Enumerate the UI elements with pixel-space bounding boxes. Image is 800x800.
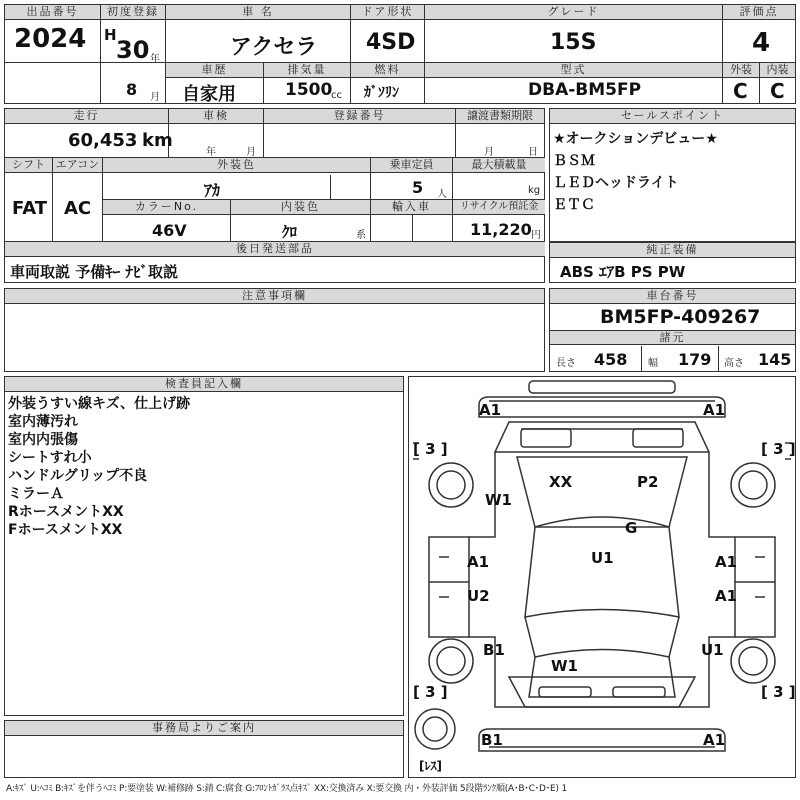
ext-color: ｱｶ bbox=[204, 181, 221, 200]
door-type: 4SD bbox=[366, 30, 416, 55]
score: 4 bbox=[752, 28, 771, 58]
length-label: 長さ bbox=[556, 358, 576, 369]
inspector-note: RホースメントXX bbox=[8, 504, 124, 520]
color-label: 外装色 bbox=[103, 158, 370, 173]
inspector-note: 外装うすい線キズ、仕上げ跡 bbox=[8, 396, 191, 412]
legend: A:ｷｽﾞ U:ﾍｺﾐ B:ｷｽﾞを伴うﾍｺﾐ P:要塗装 W:補修跡 S:錆 C:腐食 G:ﾌﾛﾝﾄｶﾞﾗｽ点ｷｽﾞ XX:交換済み X:要交換 内・外装評価 5段階ﾗﾝｸ順(A･B･C･D･E) 1 bbox=[6, 784, 567, 794]
color-number: 46V bbox=[152, 221, 187, 240]
inspection-month-unit: 月 bbox=[246, 147, 256, 158]
sales-point-item: ＥＴＣ bbox=[553, 197, 595, 213]
colorno-label: カラーNo. bbox=[103, 200, 230, 215]
equipment: ABS ｴｱB PS PW bbox=[560, 263, 686, 281]
model-code: DBA-BM5FP bbox=[528, 80, 642, 100]
damage-mark-w1-center: W1 bbox=[551, 657, 578, 675]
height-label: 高さ bbox=[724, 358, 744, 369]
damage-mark-u2-left: U2 bbox=[467, 587, 490, 605]
bracket-front-left: [ 3 ] bbox=[413, 440, 448, 458]
inspection-year-unit: 年 bbox=[206, 147, 216, 158]
score-label: 評価点 bbox=[723, 5, 795, 20]
plate-label: 登録番号 bbox=[264, 109, 455, 124]
shift-label: シフト bbox=[5, 158, 52, 173]
int-color: ｸﾛ bbox=[282, 223, 298, 241]
car-body-diagram bbox=[409, 377, 795, 777]
inspection-label: 車検 bbox=[169, 109, 263, 124]
seats-label: 乗車定員 bbox=[371, 158, 452, 173]
ext-grade: C bbox=[733, 79, 748, 103]
fuel-label: 燃料 bbox=[351, 63, 424, 78]
specs-label: 諸元 bbox=[550, 330, 795, 345]
transfer-day-unit: 日 bbox=[528, 147, 538, 158]
inspector-note: 室内薄汚れ bbox=[8, 414, 78, 430]
sales-point-item: ＢＳＭ bbox=[553, 153, 595, 169]
fuel: ｶﾞｿﾘﾝ bbox=[364, 85, 399, 101]
office-label: 事務局よりご案内 bbox=[5, 721, 403, 736]
damage-diagram-panel bbox=[408, 376, 796, 778]
load-label: 最大積載量 bbox=[453, 158, 545, 173]
height: 145 bbox=[758, 350, 792, 369]
shift: FAT bbox=[12, 198, 48, 219]
mileage-unit: km bbox=[142, 130, 173, 151]
recycle-fee: 11,220 bbox=[470, 220, 532, 239]
damage-mark-p2: P2 bbox=[637, 473, 659, 491]
inspector-note: ミラーＡ bbox=[8, 486, 64, 502]
ext-grade-label: 外装 bbox=[723, 63, 759, 78]
model-label: 型式 bbox=[425, 63, 722, 78]
car-name-label: 車 名 bbox=[166, 5, 350, 20]
history: 自家用 bbox=[182, 84, 236, 105]
caution-label: 注意事項欄 bbox=[5, 289, 544, 304]
ac-label: エアコン bbox=[53, 158, 102, 173]
month-unit: 月 bbox=[150, 92, 160, 103]
door-label: ドア形状 bbox=[351, 5, 424, 20]
reg-month: 8 bbox=[126, 80, 138, 99]
era: H bbox=[104, 26, 117, 44]
ac: AC bbox=[64, 198, 92, 219]
damage-mark-a1-mid-right: A1 bbox=[715, 553, 738, 571]
inspector-label: 検査員記入欄 bbox=[5, 377, 403, 392]
spare-tire-label: [ﾚｽ] bbox=[419, 759, 442, 773]
displacement-unit: cc bbox=[331, 90, 342, 101]
damage-mark-u1-center: U1 bbox=[591, 549, 614, 567]
later-parts: 車両取説 予備ｷｰ ﾅﾋﾞ取説 bbox=[10, 263, 178, 281]
damage-mark-xx: XX bbox=[549, 473, 573, 491]
load-unit: kg bbox=[528, 185, 541, 196]
recycle-label: リサイクル預託金 bbox=[453, 200, 545, 215]
length: 458 bbox=[594, 350, 628, 369]
damage-mark-b1-rear-left: B1 bbox=[481, 731, 503, 749]
damage-mark-b1-left: B1 bbox=[483, 641, 505, 659]
inspector-note: シートすれ小 bbox=[8, 450, 92, 466]
history-label: 車歴 bbox=[166, 63, 263, 78]
sales-point-item: ＬＥＤヘッドライト bbox=[553, 175, 679, 191]
damage-mark-w1-left: W1 bbox=[485, 491, 512, 509]
damage-mark-a1-front-left: A1 bbox=[479, 401, 502, 419]
mileage: 60,453 bbox=[68, 130, 138, 151]
seats-unit: 人 bbox=[437, 189, 447, 200]
width: 179 bbox=[678, 350, 712, 369]
damage-mark-a1-front-right: A1 bbox=[703, 401, 726, 419]
first-reg-label: 初度登録 bbox=[101, 5, 165, 20]
later-parts-label: 後日発送部品 bbox=[5, 242, 545, 257]
car-name: アクセラ bbox=[230, 35, 318, 60]
int-grade-label: 内装 bbox=[760, 63, 795, 78]
lot-number: 2024 bbox=[14, 24, 87, 54]
bracket-rear-left: [ 3 ] bbox=[413, 683, 448, 701]
mileage-label: 走行 bbox=[5, 109, 168, 124]
transfer-label: 譲渡書類期限 bbox=[456, 109, 544, 124]
reg-year: 30 bbox=[116, 36, 150, 64]
grade: 15S bbox=[550, 30, 597, 55]
int-color-unit: 系 bbox=[356, 230, 366, 241]
damage-mark-a1-rear-right: A1 bbox=[715, 587, 738, 605]
int-grade: C bbox=[770, 79, 785, 103]
inspector-note: FホースメントXX bbox=[8, 522, 123, 538]
damage-mark-a1-rear-bottom-right: A1 bbox=[703, 731, 726, 749]
grade-label: グレード bbox=[425, 5, 722, 20]
year-unit: 年 bbox=[150, 54, 160, 65]
displacement: 1500 bbox=[285, 80, 333, 100]
transfer-month-unit: 月 bbox=[484, 147, 494, 158]
lot-label: 出品番号 bbox=[5, 5, 100, 20]
damage-mark-u1-right: U1 bbox=[701, 641, 724, 659]
bracket-rear-right: [ 3 ] bbox=[761, 683, 796, 701]
chassis-label: 車台番号 bbox=[550, 289, 795, 304]
recycle-unit: 円 bbox=[531, 230, 541, 241]
inspector-note: ハンドルグリップ不良 bbox=[8, 468, 148, 484]
sales-points-label: セールスポイント bbox=[550, 109, 795, 124]
seats: 5 bbox=[412, 178, 424, 197]
equipment-label: 純正装備 bbox=[550, 243, 795, 258]
chassis-number: BM5FP-409267 bbox=[600, 306, 761, 328]
width-label: 幅 bbox=[648, 358, 658, 369]
damage-mark-a1-mid-left: A1 bbox=[467, 553, 490, 571]
import-label: 輸入車 bbox=[371, 200, 452, 215]
damage-mark-g: G bbox=[625, 519, 638, 537]
inspector-note: 室内内張傷 bbox=[8, 432, 78, 448]
bracket-front-right: [ 3 ] bbox=[761, 440, 796, 458]
int-color-label: 内装色 bbox=[231, 200, 370, 215]
displacement-label: 排気量 bbox=[264, 63, 350, 78]
sales-point-item: ★オークションデビュー★ bbox=[553, 131, 718, 147]
